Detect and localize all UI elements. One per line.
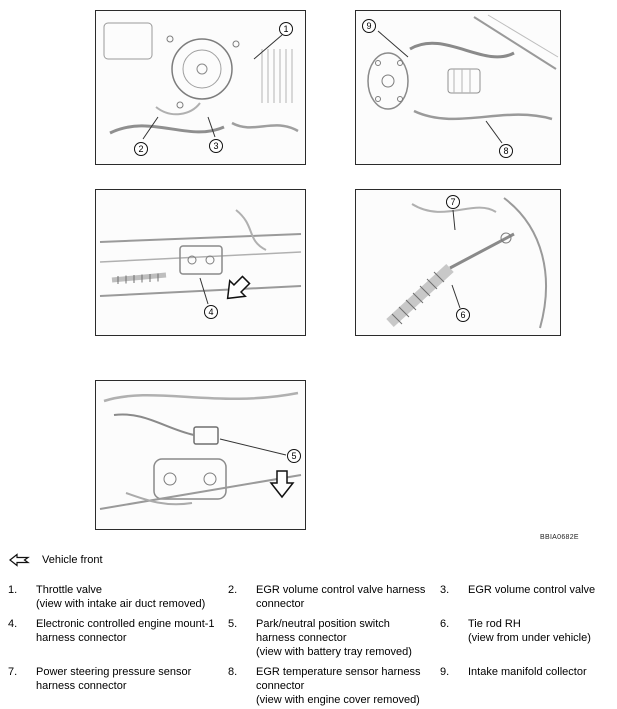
- callout-3: 3: [209, 139, 223, 153]
- legend-item-number: 2.: [228, 584, 238, 596]
- legend-item-text: Tie rod RH: [468, 617, 521, 630]
- legend-item-5: [228, 618, 440, 660]
- legend-item-text: EGR volume control valve harness connector: [256, 584, 426, 610]
- callout-7: 7: [446, 195, 460, 209]
- legend-item-text: Throttle valve: [36, 584, 103, 596]
- legend-item-7: [8, 666, 228, 708]
- callout-6: 6: [456, 308, 470, 322]
- legend-item-note: (view with battery tray removed): [256, 645, 412, 658]
- legend-item-4: [8, 618, 228, 660]
- legend-item-number: 8.: [228, 665, 238, 678]
- engine-photo-sketch: [96, 190, 305, 335]
- legend-item-number: 4.: [8, 617, 18, 630]
- engine-photo-sketch: [96, 11, 305, 164]
- engine-photo-sketch: [96, 381, 305, 529]
- legend-item-2: [228, 584, 440, 612]
- photo-panel-throttle-valve: [95, 10, 306, 165]
- legend-item-number: 9.: [440, 665, 450, 678]
- legend: [8, 584, 609, 708]
- legend-item-number: 6.: [440, 617, 450, 630]
- callout-8: 8: [499, 144, 513, 158]
- legend-item-9: [440, 666, 609, 708]
- callout-4: 4: [204, 305, 218, 319]
- legend-item-note: (view with intake air duct removed): [36, 597, 206, 610]
- photo-panel-tie-rod: [355, 189, 561, 336]
- callout-2: 2: [134, 142, 148, 156]
- vehicle-front-indicator: [8, 552, 103, 568]
- callout-9: 9: [362, 19, 376, 33]
- legend-item-number: 3.: [440, 584, 450, 596]
- photo-panel-engine-mount: [95, 189, 306, 336]
- legend-item-note: (view from under vehicle): [468, 631, 591, 644]
- legend-item-8: [228, 666, 440, 708]
- view-direction-arrow-icon: [271, 471, 293, 497]
- legend-item-6: [440, 618, 609, 660]
- legend-item-3: [440, 584, 609, 612]
- vehicle-front-label: Vehicle front: [42, 554, 103, 566]
- vehicle-front-arrow-icon: [8, 552, 30, 568]
- engine-photo-sketch: [356, 11, 560, 164]
- legend-item-text: Power steering pressure sensor harness connector: [36, 665, 192, 692]
- legend-item-number: 5.: [228, 617, 238, 630]
- legend-item-number: 1.: [8, 584, 18, 596]
- legend-item-1: [8, 584, 228, 612]
- callout-1: 1: [279, 22, 293, 36]
- photo-panel-intake-manifold: [355, 10, 561, 165]
- legend-item-text: Electronic controlled engine mount-1 harness connector: [36, 617, 215, 644]
- legend-item-text: EGR temperature sensor harness connector: [256, 665, 421, 692]
- legend-item-number: 7.: [8, 665, 18, 678]
- callout-5: 5: [287, 449, 301, 463]
- legend-item-note: (view with engine cover removed): [256, 693, 420, 706]
- legend-item-text: Park/neutral position switch harness connector: [256, 617, 390, 644]
- legend-item-text: EGR volume control valve: [468, 584, 596, 596]
- figure-code: BBIA0682E: [540, 534, 579, 541]
- photo-panel-park-neutral-switch: [95, 380, 306, 530]
- legend-item-text: Intake manifold collector: [468, 665, 587, 678]
